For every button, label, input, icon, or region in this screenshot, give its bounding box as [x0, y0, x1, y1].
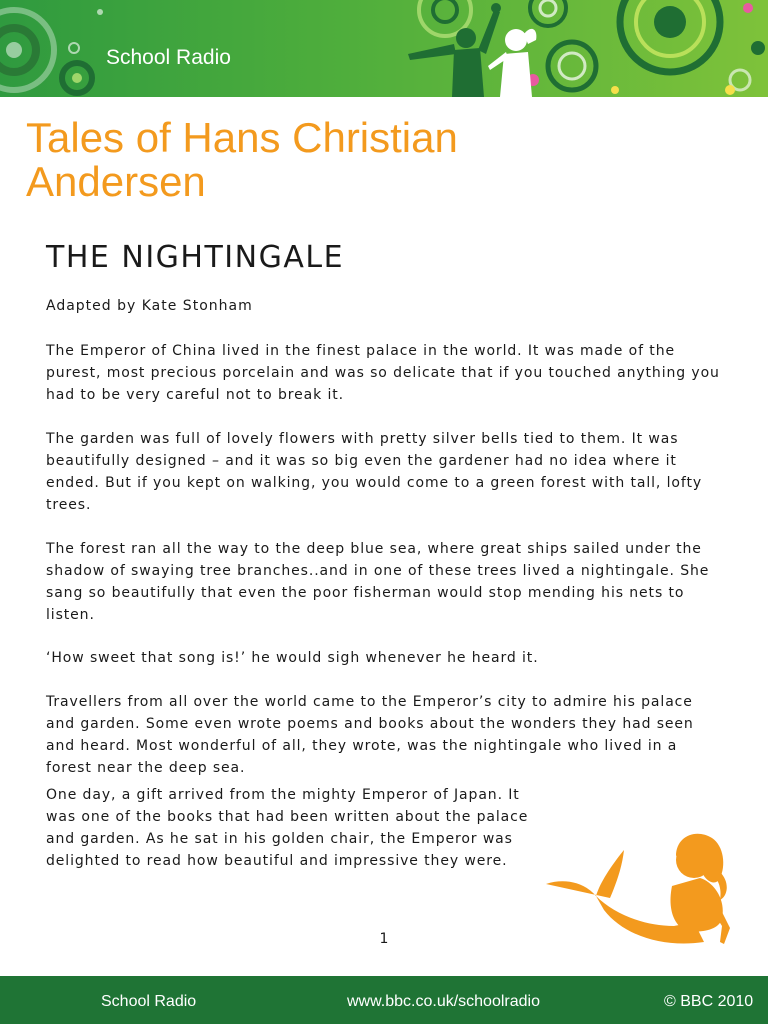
- paragraph: The forest ran all the way to the deep blue sea, where great ships sailed under the shadow of swaying tree branches..and in one of these trees lived a nightingale. She sang so beautifully that even the poor fisherman would stop mending his nets to listen.: [46, 541, 710, 623]
- paragraph: ‘How sweet that song is!’ he would sigh whenever he heard it.: [46, 650, 539, 666]
- paragraph: One day, a gift arrived from the mighty Emperor of Japan. It was one of the books that had been written about the palace and garden. As he sat in his golden chair, the Emperor was delighted to read how beautiful and impressive they were.: [46, 787, 529, 869]
- byline: Adapted by Kate Stonham: [46, 298, 253, 314]
- children-silhouette-icon: [404, 0, 544, 97]
- story-title: THE NIGHTINGALE: [46, 240, 345, 275]
- footer-copyright: © BBC 2010: [664, 993, 754, 1010]
- footer-url-link[interactable]: www.bbc.co.uk/schoolradio: [347, 993, 540, 1010]
- paragraph: Travellers from all over the world came to the Emperor’s city to admire his palace and garden. Some even wrote poems and books about the wonders they had seen and heard. Most wonderful of all, they wrote, was the nightingale who lived in a forest near the deep sea.: [46, 694, 694, 776]
- series-title: Tales of Hans Christian Andersen: [26, 114, 458, 205]
- brand-title: School Radio: [106, 46, 231, 69]
- mermaid-icon: [544, 826, 734, 948]
- paragraph: The garden was full of lovely flowers with pretty silver bells tied to them. It was beautifully designed – and it was so big even the gardener had no idea where it ended. But if you kept on walking, you would come to a green forest with tall, lofty trees.: [46, 431, 703, 513]
- header-banner: [0, 0, 768, 97]
- footer-bar: [0, 976, 768, 1024]
- footer-brand: School Radio: [101, 993, 197, 1010]
- page-number: 1: [379, 931, 389, 947]
- paragraph: The Emperor of China lived in the finest palace in the world. It was made of the purest, most precious porcelain and was so delicate that if you touched anything you had to be very careful not to break it.: [46, 343, 720, 403]
